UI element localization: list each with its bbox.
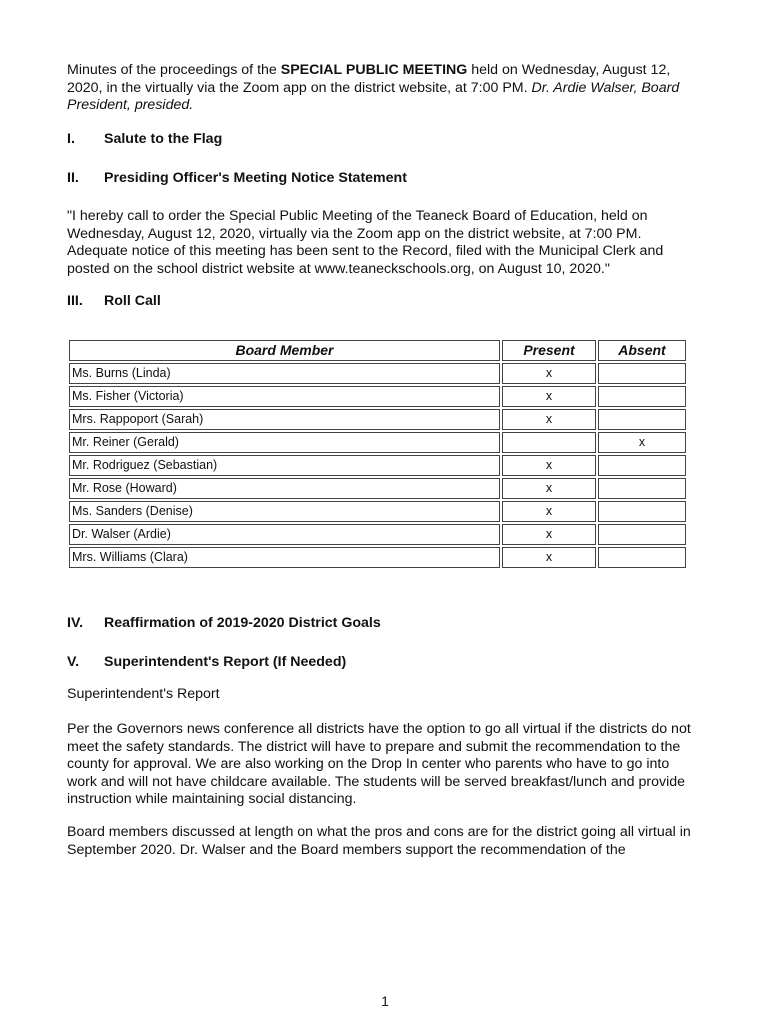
section-number: V. xyxy=(67,654,80,670)
section-number: III. xyxy=(67,293,83,309)
section-title: Roll Call xyxy=(104,293,161,309)
absent-mark xyxy=(598,478,686,499)
header-board-member: Board Member xyxy=(69,340,500,361)
notice-statement: "I hereby call to order the Special Public Meeting of the Teaneck Board of Education, held on Wednesday, August 12, 2020, virtually via the Zoom app on the district website, at 7:00 PM. Adequate notice of this meeting has been sent to the Record, filed with the Municipal Clerk and posted on the school district website at www.teaneckschools.org, on August 10, 2020." xyxy=(67,208,664,277)
meeting-type: SPECIAL PUBLIC MEETING xyxy=(280,62,468,78)
table-row xyxy=(69,455,686,476)
member-name: Ms. Fisher (Victoria) xyxy=(69,386,500,407)
table-row xyxy=(69,524,686,545)
absent-mark xyxy=(598,524,686,545)
superintendent-report-text: Per the Governors news conference all districts have the option to go all virtual if the districts do not meet the safety standards. The district will have to prepare and submit the recommendation to the county for approval. We are also working on the Drop In center who parents who have to go into work and will not have childcare available. The students will be served breakfast/lunch and provide instruction while maintaining social distancing. xyxy=(67,721,691,807)
present-mark: x xyxy=(502,363,596,384)
section-heading-salute xyxy=(67,131,222,147)
absent-mark xyxy=(598,547,686,568)
present-mark: x xyxy=(502,386,596,407)
board-discussion-text: Board members discussed at length on what the pros and cons are for the district going all virtual in September 2020. Dr. Walser and the Board members support the recommendation of the xyxy=(67,824,691,858)
table-row xyxy=(69,432,686,453)
section-heading-notice xyxy=(67,170,407,186)
table-row xyxy=(69,501,686,522)
intro-middle: held on Wednesday, August 12, 2020, in the virtually via the Zoom app on the district website, at 7:00 PM. xyxy=(67,62,671,96)
intro-prefix: Minutes of the proceedings of the xyxy=(67,62,281,78)
superintendent-report-label: Superintendent's Report xyxy=(67,686,220,702)
table-row xyxy=(69,363,686,384)
section-title: Superintendent's Report (If Needed) xyxy=(104,654,347,670)
present-mark xyxy=(502,432,596,453)
absent-mark xyxy=(598,455,686,476)
absent-mark xyxy=(598,501,686,522)
member-name: Mr. Reiner (Gerald) xyxy=(69,432,500,453)
section-heading-superintendent xyxy=(67,654,346,670)
section-title: Presiding Officer's Meeting Notice Statement xyxy=(104,170,407,186)
table-row xyxy=(69,409,686,430)
present-mark: x xyxy=(502,547,596,568)
table-header-row xyxy=(69,340,686,361)
member-name: Mr. Rose (Howard) xyxy=(69,478,500,499)
absent-mark xyxy=(598,363,686,384)
section-heading-roll-call xyxy=(67,293,161,309)
table-row xyxy=(69,386,686,407)
presiding-statement: Dr. Ardie Walser, Board President, presided. xyxy=(67,79,680,113)
section-title: Salute to the Flag xyxy=(104,131,223,147)
section-heading-district-goals xyxy=(67,615,381,631)
present-mark: x xyxy=(502,501,596,522)
present-mark: x xyxy=(502,409,596,430)
section-number: II. xyxy=(67,170,79,186)
header-present: Present xyxy=(502,340,596,361)
present-mark: x xyxy=(502,478,596,499)
header-absent: Absent xyxy=(598,340,686,361)
absent-mark: x xyxy=(598,432,686,453)
present-mark: x xyxy=(502,524,596,545)
member-name: Mr. Rodriguez (Sebastian) xyxy=(69,455,500,476)
section-title: Reaffirmation of 2019-2020 District Goals xyxy=(104,615,381,631)
present-mark: x xyxy=(502,455,596,476)
member-name: Mrs. Williams (Clara) xyxy=(69,547,500,568)
section-number: I. xyxy=(67,131,75,147)
member-name: Mrs. Rappoport (Sarah) xyxy=(69,409,500,430)
roll-call-table xyxy=(67,338,688,570)
member-name: Ms. Burns (Linda) xyxy=(69,363,500,384)
table-row xyxy=(69,478,686,499)
section-number: IV. xyxy=(67,615,84,631)
absent-mark xyxy=(598,409,686,430)
table-row xyxy=(69,547,686,568)
page-number: 1 xyxy=(381,993,389,1009)
intro-paragraph xyxy=(67,62,692,115)
member-name: Ms. Sanders (Denise) xyxy=(69,501,500,522)
member-name: Dr. Walser (Ardie) xyxy=(69,524,500,545)
absent-mark xyxy=(598,386,686,407)
